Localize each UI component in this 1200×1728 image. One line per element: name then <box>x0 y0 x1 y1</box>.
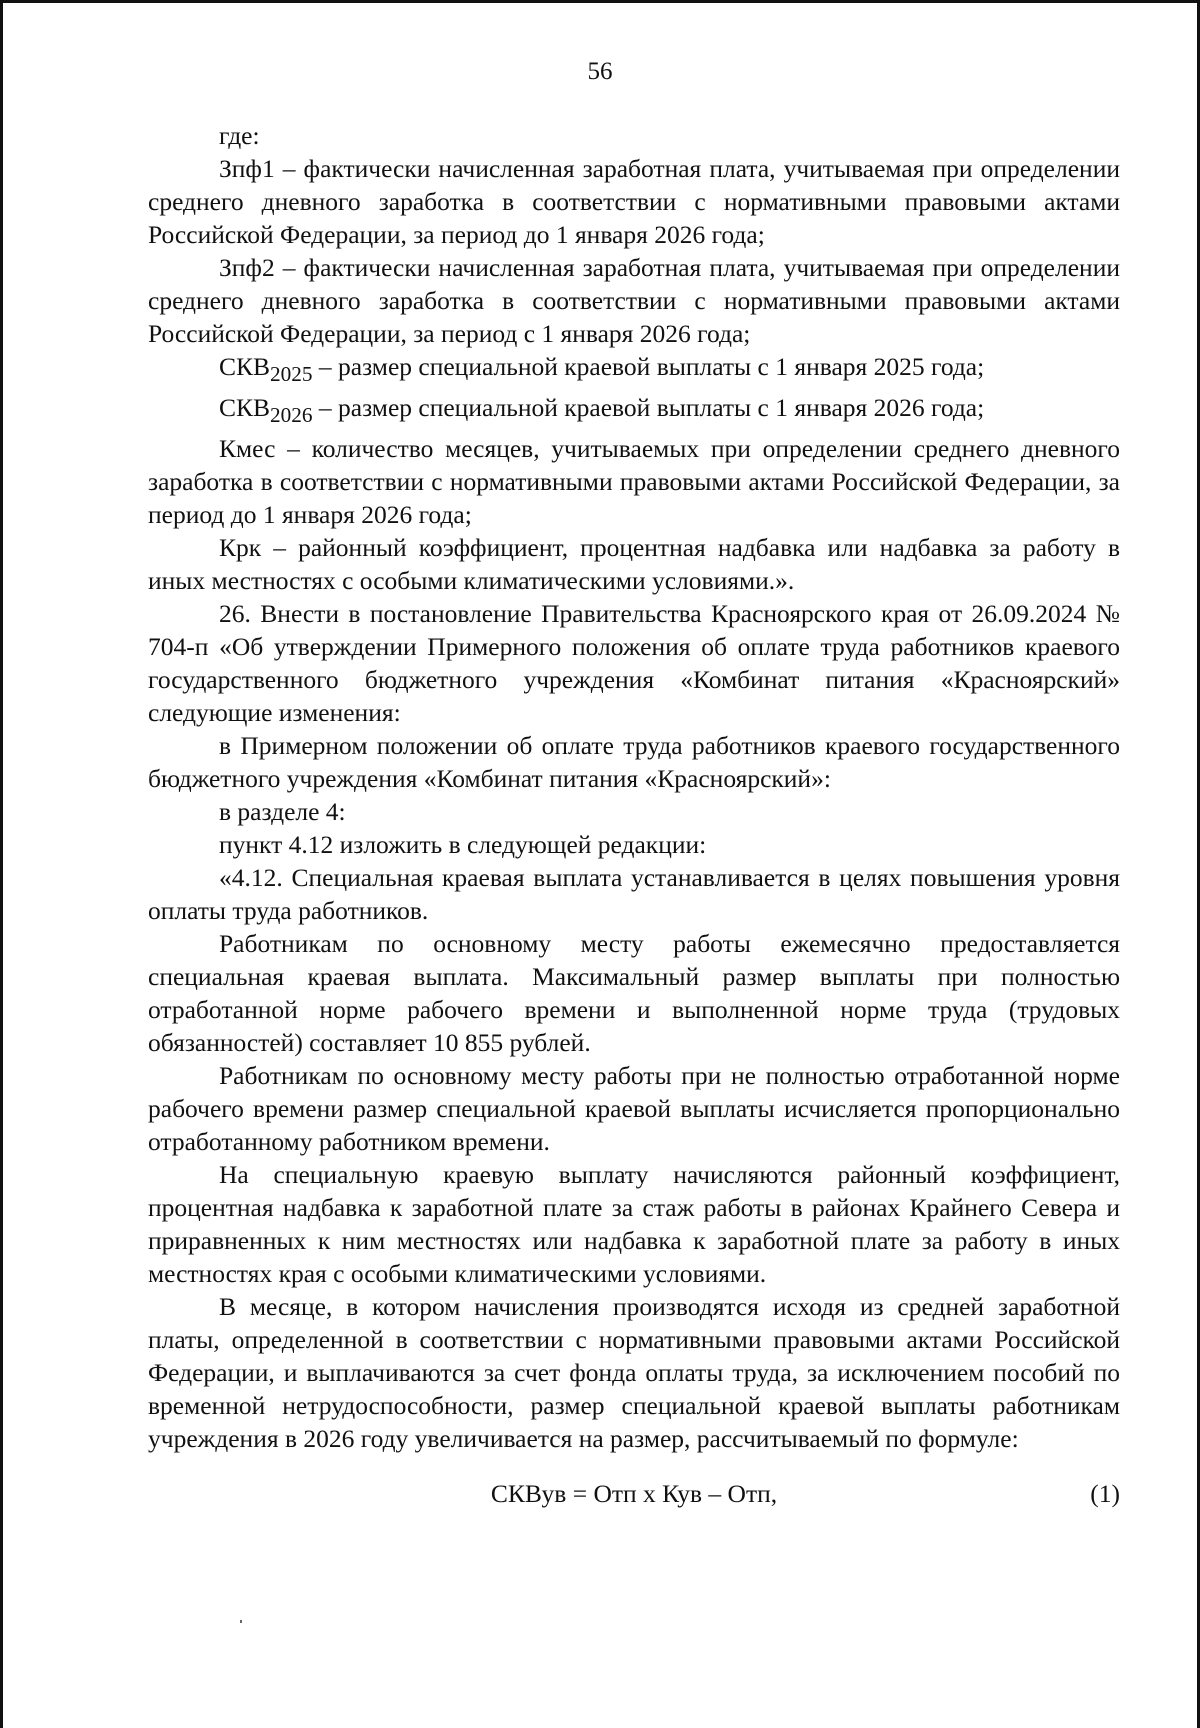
scan-border-left <box>0 0 3 1728</box>
paragraph-monthly-payment: Работникам по основному месту работы ежемесячно предоставляется специальная краевая выплата. Максимальный размер выплаты при полностью отработанной норме рабочего времени и выполненной норме труда (трудовых обязанностей) составляет 10 855 рублей. <box>148 929 1120 1058</box>
paragraph-partial-time: Работникам по основному месту работы при не полностью отработанной норме рабочего времени размер специальной краевой выплаты исчисляется пропорционально отработанному работником времени. <box>148 1061 1120 1157</box>
paragraph-kmes: Кмес – количество месяцев, учитываемых при определении среднего дневного заработка в соответствии с нормативными правовыми актами Российской Федерации, за период до 1 января 2026 года; <box>148 434 1120 530</box>
paragraph-average-salary-month: В месяце, в котором начисления производятся исходя из средней заработной платы, определенной в соответствии с нормативными правовыми актами Российской Федерации, и выплачиваются за счет фонда оплаты труда, за исключением пособий по временной нетрудоспособности, размер специальной краевой выплаты работникам учреждения в 2026 году увеличивается на размер, рассчитываемый по формуле: <box>148 1292 1120 1454</box>
skv2026-term-base: СКВ <box>219 393 271 423</box>
formula-expression: СКВув = Отп х Кув – Отп, <box>490 1479 778 1509</box>
paragraph-skv2025 <box>148 350 1120 391</box>
skv2026-definition: – размер специальной краевой выплаты с 1 января 2026 года; <box>312 393 985 423</box>
scan-border-top <box>0 0 1200 3</box>
paragraph-skv2026 <box>148 391 1120 432</box>
paragraph-regional-coefficient: На специальную краевую выплату начисляются районный коэффициент, процентная надбавка к заработной плате за стаж работы в районах Крайнего Севера и приравненных к ним местностях или надбавка к заработной плате за работу в иных местностях края с особыми климатическими условиями. <box>148 1160 1120 1289</box>
skv2025-term-base: СКВ <box>219 352 271 381</box>
page-number: 56 <box>587 58 613 85</box>
paragraph-where: где: <box>219 121 260 150</box>
paragraph-4-12-text: «4.12. Специальная краевая выплата устанавливается в целях повышения уровня оплаты труда работников. <box>148 863 1120 926</box>
scan-speck <box>240 1620 242 1623</box>
paragraph-section-4: в разделе 4: <box>219 797 346 827</box>
skv2025-subscript: 2025 <box>270 362 313 387</box>
paragraph-zpf2: Зпф2 – фактически начисленная заработная плата, учитываемая при определении среднего дневного заработка в соответствии с нормативными правовыми актами Российской Федерации, за период с 1 января 2026 года; <box>148 253 1120 348</box>
skv2025-term <box>219 352 313 387</box>
skv2025-definition: – размер специальной краевой выплаты с 1 января 2025 года; <box>312 352 985 381</box>
document-body <box>148 119 1120 1517</box>
paragraph-krk: Крк – районный коэффициент, процентная надбавка или надбавка за работу в иных местностях с особыми климатическими условиями.». <box>148 533 1120 596</box>
skv2026-term <box>219 393 313 428</box>
paragraph-zpf1: Зпф1 – фактически начисленная заработная плата, учитываемая при определении среднего дневного заработка в соответствии с нормативными правовыми актами Российской Федерации, за период до 1 января 2026 года; <box>148 154 1120 249</box>
paragraph-item-26: 26. Внести в постановление Правительства Красноярского края от 26.09.2024 № 704-п «Об утверждении Примерного положения об оплате труда работников краевого государственного бюджетного учреждения «Комбинат питания «Красноярский» следующие изменения: <box>148 599 1120 728</box>
paragraph-primernoe-polozhenie: в Примерном положении об оплате труда работников краевого государственного бюджетного учреждения «Комбинат питания «Красноярский»: <box>148 731 1120 794</box>
formula-number: (1) <box>1090 1479 1120 1509</box>
formula-row <box>148 1477 1120 1517</box>
skv2026-subscript: 2026 <box>270 403 313 428</box>
paragraph-point-4-12: пункт 4.12 изложить в следующей редакции: <box>219 830 707 860</box>
